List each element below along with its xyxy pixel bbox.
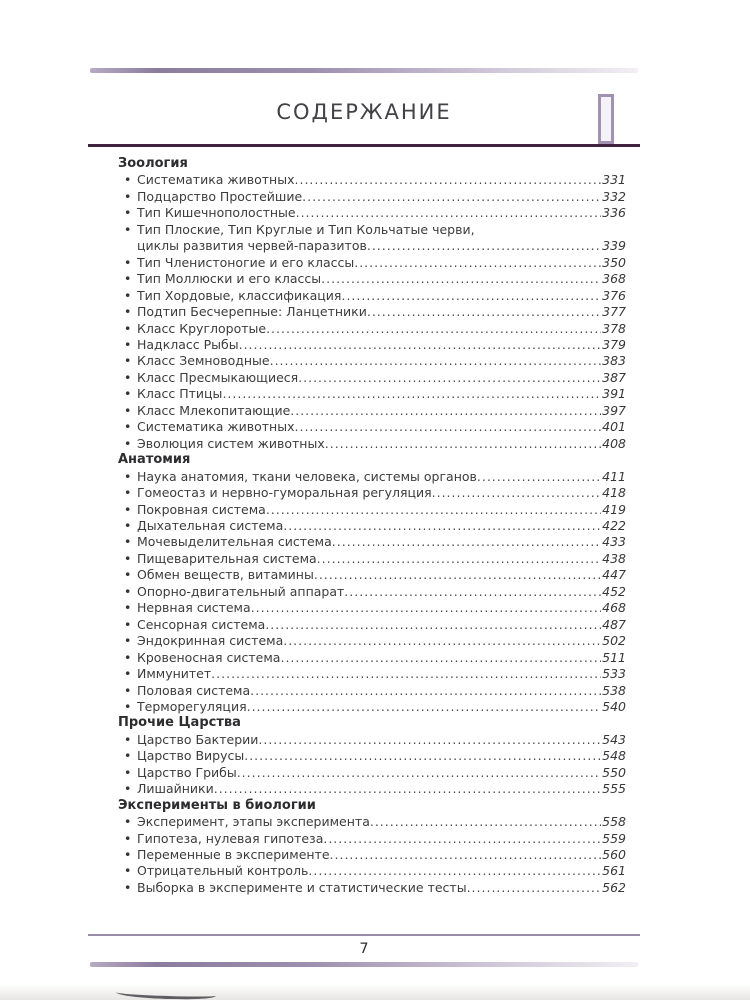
toc-item-label: циклы развития червей-паразитов	[137, 238, 367, 254]
dot-leader	[270, 353, 602, 369]
toc-item-label: Тип Моллюски и его классы	[137, 271, 322, 287]
toc-item	[118, 271, 626, 287]
toc-item-page: 336	[602, 205, 626, 221]
dot-leader	[325, 436, 601, 452]
toc-item-label: Терморегуляция	[137, 698, 247, 714]
section-heading: Зоология	[118, 156, 188, 171]
toc-item-page: 502	[602, 633, 626, 649]
bullet-icon: •	[124, 649, 132, 665]
bullet-icon: •	[124, 320, 132, 336]
dot-leader	[432, 485, 602, 501]
toc-item-page: 378	[602, 320, 626, 336]
toc-item-page: 411	[602, 468, 626, 484]
toc-item-label: Класс Земноводные	[137, 353, 270, 369]
toc-item	[118, 765, 626, 781]
toc-item-page: 391	[602, 386, 626, 402]
toc-item-label: Обмен веществ, витамины	[137, 567, 314, 583]
toc-item-label: Покровная система	[137, 501, 266, 517]
toc-item-label: Выборка в эксперименте и статистические тесты	[137, 879, 467, 895]
toc-item-page: 331	[602, 172, 626, 188]
bullet-icon: •	[124, 386, 132, 402]
toc-item	[118, 880, 626, 896]
bullet-icon: •	[124, 336, 132, 352]
toc-item	[118, 288, 626, 304]
toc-item-label: Иммунитет	[137, 666, 212, 682]
toc-item	[118, 732, 626, 748]
bullet-icon: •	[124, 764, 132, 780]
bullet-icon: •	[124, 781, 132, 797]
toc-item-label: Сенсорная система	[137, 616, 266, 632]
dot-leader	[477, 469, 601, 485]
toc-item-label: Тип Членистоногие и его классы	[137, 254, 355, 270]
toc-item-label: Наука анатомия, ткани человека, системы органов	[137, 468, 477, 484]
bullet-icon: •	[124, 698, 132, 714]
section-heading: Прочие Царства	[118, 715, 241, 731]
toc-item-page: 368	[602, 271, 626, 287]
toc-item	[118, 485, 626, 501]
toc-item-page: 379	[602, 336, 626, 352]
toc-item-label: Пищеварительная система	[137, 550, 317, 566]
toc-item-label: Подтип Бесчерепные: Ланцетники	[137, 304, 367, 320]
bullet-icon: •	[124, 353, 132, 369]
dot-leader	[367, 238, 601, 254]
toc-item-page: 401	[602, 419, 626, 435]
toc-item	[118, 189, 626, 205]
top-divider-bar	[90, 68, 638, 73]
toc-item	[118, 600, 626, 616]
toc-item-page: 397	[602, 402, 626, 418]
toc-item	[118, 683, 626, 699]
dot-leader	[266, 321, 601, 337]
toc-item-label: Тип Кишечнополостные	[137, 205, 296, 221]
bullet-icon: •	[124, 205, 132, 221]
dot-leader	[222, 386, 601, 402]
dot-leader	[367, 304, 601, 320]
toc-item-label: Царство Грибы	[137, 764, 237, 780]
dot-leader	[308, 863, 601, 879]
bullet-icon: •	[124, 666, 132, 682]
bullet-icon: •	[124, 435, 132, 451]
toc-item	[118, 584, 626, 600]
toc-item-page: 419	[602, 501, 626, 517]
dot-leader	[323, 831, 601, 847]
toc-item-page: 376	[602, 287, 626, 303]
toc-item	[118, 469, 626, 485]
toc-item-page: 487	[602, 616, 626, 632]
toc-item-label: Гипотеза, нулевая гипотеза	[137, 830, 324, 846]
dot-leader	[290, 403, 601, 419]
bullet-icon: •	[124, 402, 132, 418]
bullet-icon: •	[124, 501, 132, 517]
toc-item-label: Тип Плоские, Тип Круглые и Тип Кольчатые черви,	[137, 221, 475, 237]
title-block	[90, 100, 638, 124]
toc-item-page: 350	[602, 254, 626, 270]
toc-item	[118, 781, 626, 797]
toc-item-page: 559	[602, 830, 626, 846]
dot-leader	[321, 271, 601, 287]
page-number: 7	[359, 941, 369, 957]
toc-item-page: 560	[602, 847, 626, 863]
toc-item-label: Класс Млекопитающие	[137, 402, 291, 418]
toc-item	[118, 353, 626, 369]
bullet-icon: •	[124, 468, 132, 484]
toc-item-page: 561	[602, 863, 626, 879]
bullet-icon: •	[124, 221, 132, 237]
dot-leader	[251, 600, 601, 616]
dot-leader	[302, 189, 601, 205]
toc-item	[118, 321, 626, 337]
toc-item-page: 555	[602, 781, 626, 797]
bullet-icon: •	[124, 172, 132, 188]
toc-item-page: 433	[602, 534, 626, 550]
toc-item-label: Эволюция систем животных	[137, 435, 325, 451]
dot-leader	[354, 255, 601, 271]
toc-item-label: Переменные в эксперименте	[137, 847, 330, 863]
toc-item	[118, 386, 626, 402]
dot-leader	[280, 650, 601, 666]
toc-item-page: 418	[602, 485, 626, 501]
toc-item-label: Гомеостаз и нервно-гуморальная регуляция	[137, 485, 432, 501]
toc-item	[118, 534, 626, 550]
toc-item-page: 377	[602, 304, 626, 320]
toc-item-page: 540	[602, 698, 626, 714]
toc-item-label: Царство Вирусы	[137, 748, 245, 764]
toc-item-page: 543	[602, 731, 626, 747]
section-heading: Эксперименты в биологии	[118, 797, 316, 813]
toc-item-label: Кровеносная система	[137, 649, 281, 665]
bullet-icon: •	[124, 369, 132, 385]
toc-item	[118, 255, 626, 271]
bullet-icon: •	[124, 879, 132, 895]
toc-item	[118, 847, 626, 863]
toc-item	[118, 567, 626, 583]
toc-item-page: 562	[602, 879, 626, 895]
toc-item-page: 339	[602, 238, 626, 254]
bullet-icon: •	[124, 748, 132, 764]
toc-item	[118, 222, 626, 238]
toc-item	[118, 403, 626, 419]
dot-leader	[250, 683, 601, 699]
toc-item	[118, 502, 626, 518]
dot-leader	[283, 633, 601, 649]
bullet-icon: •	[124, 567, 132, 583]
toc-item	[118, 419, 626, 435]
toc-item-page: 550	[602, 764, 626, 780]
dot-leader	[214, 781, 601, 797]
toc-item-label: Подцарство Простейшие	[137, 188, 303, 204]
page-bottom-shadow	[0, 984, 750, 1000]
toc-item	[118, 617, 626, 633]
toc-item	[118, 518, 626, 534]
section-heading: Анатомия	[118, 452, 191, 468]
dot-leader	[330, 847, 602, 863]
toc-item-label: Царство Бактерии	[137, 731, 259, 747]
toc-item-label: Эксперимент, этапы эксперимента	[137, 814, 370, 830]
title-accent-bar	[598, 94, 614, 144]
bullet-icon: •	[124, 304, 132, 320]
dot-leader	[265, 617, 601, 633]
toc-item-label: Класс Пресмыкающиеся	[137, 369, 299, 385]
dot-leader	[237, 765, 601, 781]
toc-item-label: Надкласс Рыбы	[137, 336, 239, 352]
title-rule	[88, 144, 640, 147]
bullet-icon: •	[124, 682, 132, 698]
dot-leader	[296, 205, 602, 221]
toc-item-label: Отрицательный контроль	[137, 863, 309, 879]
toc-item	[118, 370, 626, 386]
bullet-icon: •	[124, 583, 132, 599]
toc-item-label: Класс Птицы	[137, 386, 223, 402]
toc-item-page: 422	[602, 517, 626, 533]
dot-leader	[295, 172, 602, 188]
toc-item-label: Систематика животных	[137, 419, 295, 435]
toc-item-label: Дыхательная система	[137, 517, 284, 533]
dot-leader	[258, 732, 601, 748]
dot-leader	[244, 748, 601, 764]
toc-item-label: Половая система	[137, 682, 251, 698]
bullet-icon: •	[124, 534, 132, 550]
toc-item-page: 452	[602, 583, 626, 599]
toc-item	[118, 436, 626, 452]
toc-item	[118, 814, 626, 830]
toc-item-page: 332	[602, 188, 626, 204]
dot-leader	[239, 337, 602, 353]
bullet-icon: •	[124, 863, 132, 879]
toc-item	[118, 633, 626, 649]
toc-item-page: 538	[602, 682, 626, 698]
toc-item	[118, 172, 626, 188]
dot-leader	[341, 288, 601, 304]
toc-item-page: 548	[602, 748, 626, 764]
toc-item-page: 468	[602, 600, 626, 616]
toc-item-page: 387	[602, 369, 626, 385]
bullet-icon: •	[124, 485, 132, 501]
toc-item-label: Нервная система	[137, 600, 251, 616]
toc-item-page: 447	[602, 567, 626, 583]
bullet-icon: •	[124, 271, 132, 287]
bullet-icon: •	[124, 814, 132, 830]
toc-item	[118, 205, 626, 221]
dot-leader	[370, 814, 601, 830]
toc-item	[118, 748, 626, 764]
dot-leader	[467, 880, 602, 896]
toc-item	[118, 551, 626, 567]
dot-leader	[344, 584, 601, 600]
toc-item-page: 511	[602, 649, 626, 665]
toc-item-page: 558	[602, 814, 626, 830]
toc-item	[118, 699, 626, 715]
toc-item-page: 408	[602, 435, 626, 451]
toc-item-label: Эндокринная система	[137, 633, 284, 649]
dot-leader	[332, 534, 601, 550]
dot-leader	[314, 567, 601, 583]
toc-item-page: 438	[602, 550, 626, 566]
bottom-divider-bar	[90, 962, 638, 967]
toc-item	[118, 304, 626, 320]
bullet-icon: •	[124, 731, 132, 747]
page-title: СОДЕРЖАНИЕ	[276, 100, 452, 124]
bullet-icon: •	[124, 517, 132, 533]
bullet-icon: •	[124, 830, 132, 846]
dot-leader	[211, 666, 601, 682]
toc-item-page: 533	[602, 666, 626, 682]
toc-item	[118, 831, 626, 847]
footer-rule	[88, 934, 640, 936]
bullet-icon: •	[124, 287, 132, 303]
bullet-icon: •	[124, 847, 132, 863]
toc-item-label: Тип Хордовые, классификация	[137, 287, 342, 303]
bullet-icon: •	[124, 633, 132, 649]
toc-item-label: Мочевыделительная система	[137, 534, 332, 550]
toc-item-label: Систематика животных	[137, 172, 295, 188]
dot-leader	[283, 518, 601, 534]
dot-leader	[317, 551, 601, 567]
dot-leader	[247, 699, 602, 715]
toc	[118, 156, 626, 896]
toc-item	[118, 666, 626, 682]
toc-item	[118, 650, 626, 666]
toc-item-page: 383	[602, 353, 626, 369]
bullet-icon: •	[124, 254, 132, 270]
bullet-icon: •	[124, 616, 132, 632]
dot-leader	[298, 370, 601, 386]
toc-item-continuation	[118, 238, 626, 254]
dot-leader	[295, 419, 602, 435]
bullet-icon: •	[124, 188, 132, 204]
bullet-icon: •	[124, 419, 132, 435]
bullet-icon: •	[124, 600, 132, 616]
toc-item-label: Опорно-двигательный аппарат	[137, 583, 345, 599]
toc-item	[118, 863, 626, 879]
toc-item-label: Класс Круглоротые	[137, 320, 267, 336]
toc-item	[118, 337, 626, 353]
bullet-icon: •	[124, 550, 132, 566]
toc-item-label: Лишайники	[137, 781, 214, 797]
dot-leader	[266, 502, 601, 518]
